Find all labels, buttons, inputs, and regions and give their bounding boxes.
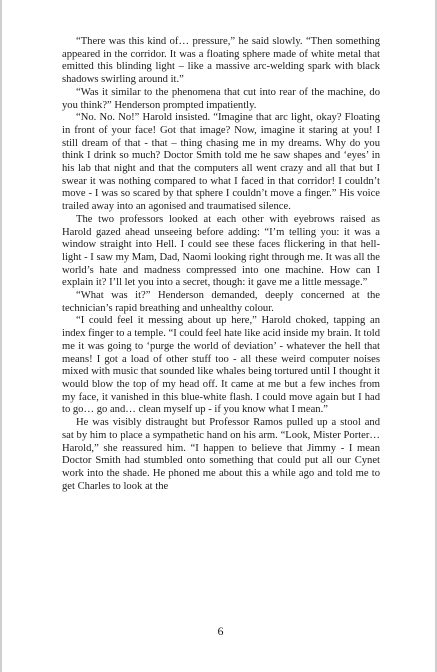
paragraph-5: “What was it?” Henderson demanded, deeply concerned at the technician’s rapid breathing and unhealthy colour.: [62, 290, 380, 314]
paragraph-6: “I could feel it messing about up here,” Harold choked, tapping an index finger to a temple. “I could feel hate like acid inside my brain. It told me it was going to ‘purge the world of deviation’ - whatever the hell that means! I got a load of other stuff too - all these weird computer noises mixed with music that sounded like whales being tortured until I thought it would blow the top of my head off. It came at me but a few inches from my face, it vanished in this blue-white flash. I could move again but I had to go… go and… clean myself up - if you know what I mean.”: [62, 315, 380, 416]
paragraph-4: The two professors looked at each other with eyebrows raised as Harold gazed ahead unseeing before adding: “I’m telling you: it was a window straight into Hell. I could see these faces flickering in that hell-light - I saw my Mam, Dad, Naomi looking right through me. It was all the world’s hate and madness compressed into one machine. How can I explain it? I’ll let you into a secret, though: it gave me a little message.”: [62, 213, 380, 289]
page-number: 6: [217, 624, 224, 638]
paragraph-7: He was visibly distraught but Professor Ramos pulled up a stool and sat by him to place a sympathetic hand on his arm. “Look, Mister Porter… Harold,” she reassured him. “I happen to believe that Jimmy - I mean Doctor Smith had stumbled onto something that could put all our Cynet work into the shade. He phoned me about this a while ago and told me to get Charles to look at the: [62, 417, 380, 492]
paragraph-1: “There was this kind of… pressure,” he said slowly. “Then something appeared in the corridor. It was a floating sphere made of white metal that emitted this blinding light – like a massive arc-welding spark with black shadows swirling around it.”: [62, 36, 380, 86]
paragraph-2: “Was it similar to the phenomena that cut into rear of the machine, do you think?” Henderson prompted impatiently.: [62, 86, 380, 111]
body-text: [62, 36, 380, 493]
paragraph-3: “No. No. No!” Harold insisted. “Imagine that arc light, okay? Floating in front of your face! Got that image? Now, imagine it staring at you! I still dream of that - that – thing chasing me in my dreams. Why do you think I drink so much? Doctor Smith told me he saw shapes and ‘eyes’ in his lab that night and that the computers all went crazy and all that but I swear it was nothing compared to what I faced in that corridor! I couldn’t move - I was so scared by that sphere I couldn’t move a finger.” His voice trailed away into an agonised and traumatised silence.: [62, 112, 380, 213]
